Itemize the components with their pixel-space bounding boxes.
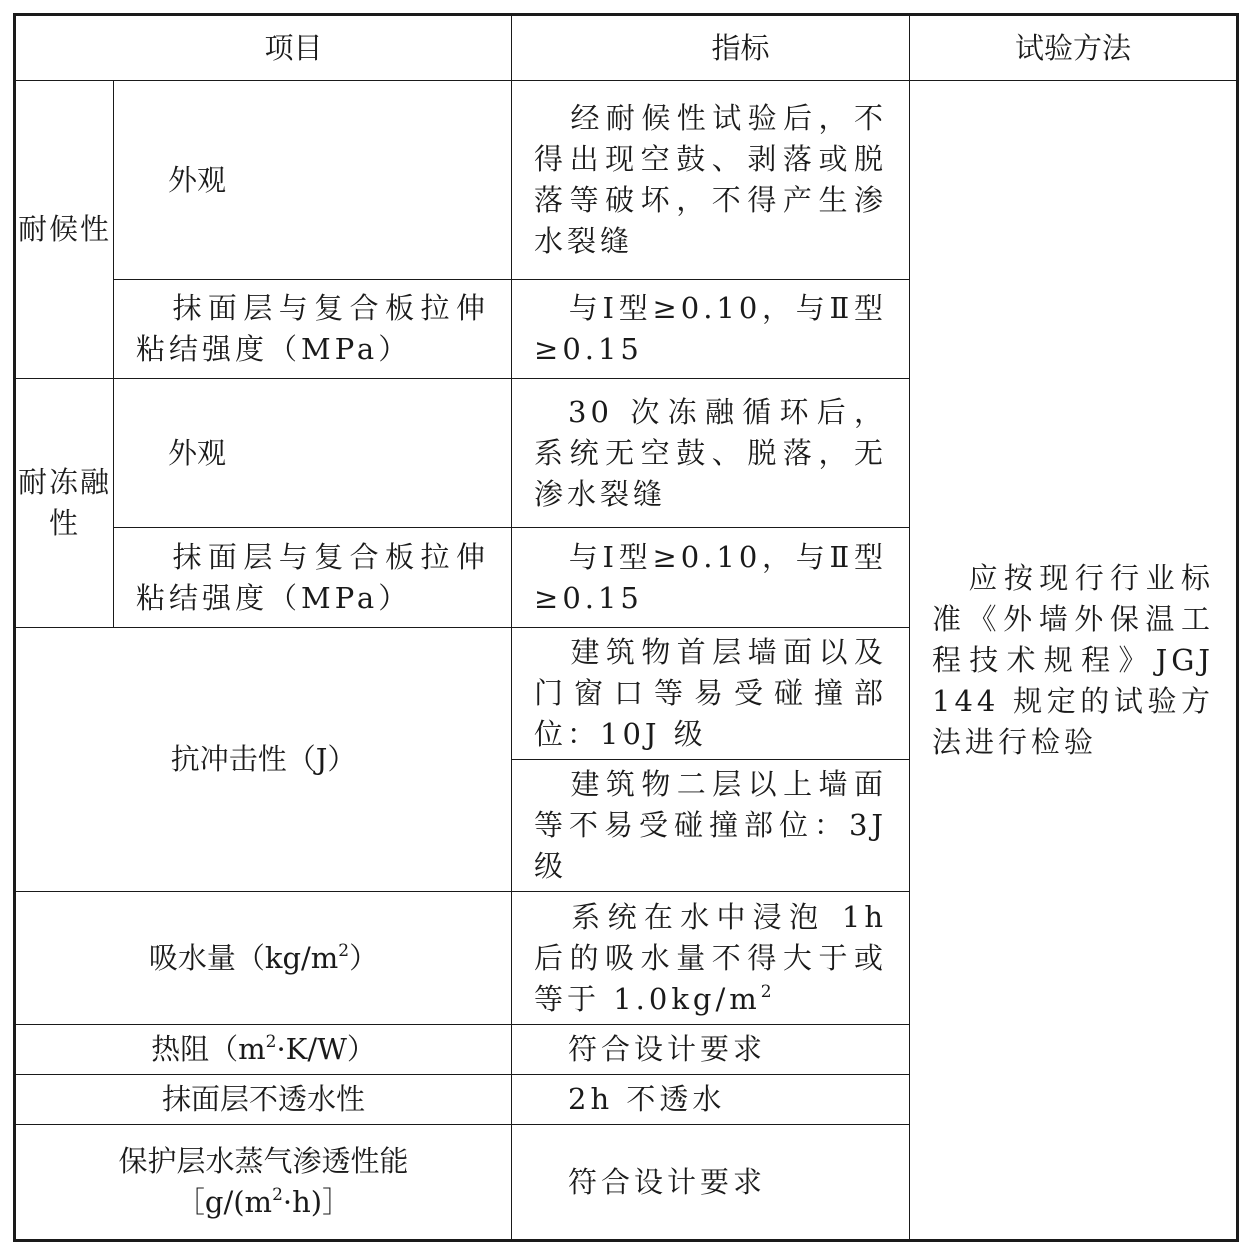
header-item: 项目	[15, 15, 512, 81]
weather-bond-value: 与Ⅰ型≥0.10，与Ⅱ型≥0.15	[512, 280, 910, 379]
performance-spec-table	[13, 13, 1239, 1242]
impact-value-upper-floors: 建筑物二层以上墙面等不易受碰撞部位：3J 级	[512, 760, 910, 892]
freeze-appearance-label: 外观	[114, 379, 512, 528]
impermeability-value: 2h 不透水	[512, 1075, 910, 1125]
vapor-label-line2: $[g/(m^2\cdot h)]$	[175, 1185, 352, 1219]
impact-value-first-floor: 建筑物首层墙面以及门窗口等易受碰撞部位：10J 级	[512, 628, 910, 760]
thermal-resistance-value: 符合设计要求	[512, 1025, 910, 1075]
test-method-cell: 应按现行行业标准《外墙外保温工程技术规程》JGJ 144 规定的试验方法进行检验	[910, 81, 1238, 1241]
category-freeze-thaw: 耐冻融性	[15, 379, 114, 628]
water-absorption-value: 系统在水中浸泡 1h 后的吸水量不得大于或等于 $1.0kg/m^2$	[512, 892, 910, 1025]
thermal-resistance-label: 热阻$(m^2\cdot K/W)$	[15, 1025, 512, 1075]
vapor-label-line1: 保护层水蒸气渗透性能	[118, 1144, 409, 1178]
impermeability-label: 抹面层不透水性	[15, 1075, 512, 1125]
weather-appearance-label: 外观	[114, 81, 512, 280]
impact-label: 抗冲击性（J）	[15, 628, 512, 892]
vapor-permeability-label	[15, 1125, 512, 1241]
water-absorption-label: 吸水量$(kg/m^2)$	[15, 892, 512, 1025]
freeze-appearance-value: 30 次冻融循环后，系统无空鼓、脱落，无渗水裂缝	[512, 379, 910, 528]
weather-appearance-value: 经耐候性试验后，不得出现空鼓、剥落或脱落等破坏，不得产生渗水裂缝	[512, 81, 910, 280]
weather-bond-label: 抹面层与复合板拉伸粘结强度（MPa）	[114, 280, 512, 379]
vapor-permeability-value: 符合设计要求	[512, 1125, 910, 1241]
table-header-row	[15, 15, 1238, 81]
category-weather-resistance: 耐候性	[15, 81, 114, 379]
freeze-bond-label: 抹面层与复合板拉伸粘结强度（MPa）	[114, 528, 512, 628]
table-row	[15, 81, 1238, 280]
header-indicator: 指标	[512, 15, 910, 81]
header-test-method: 试验方法	[910, 15, 1238, 81]
freeze-bond-value: 与Ⅰ型≥0.10，与Ⅱ型≥0.15	[512, 528, 910, 628]
